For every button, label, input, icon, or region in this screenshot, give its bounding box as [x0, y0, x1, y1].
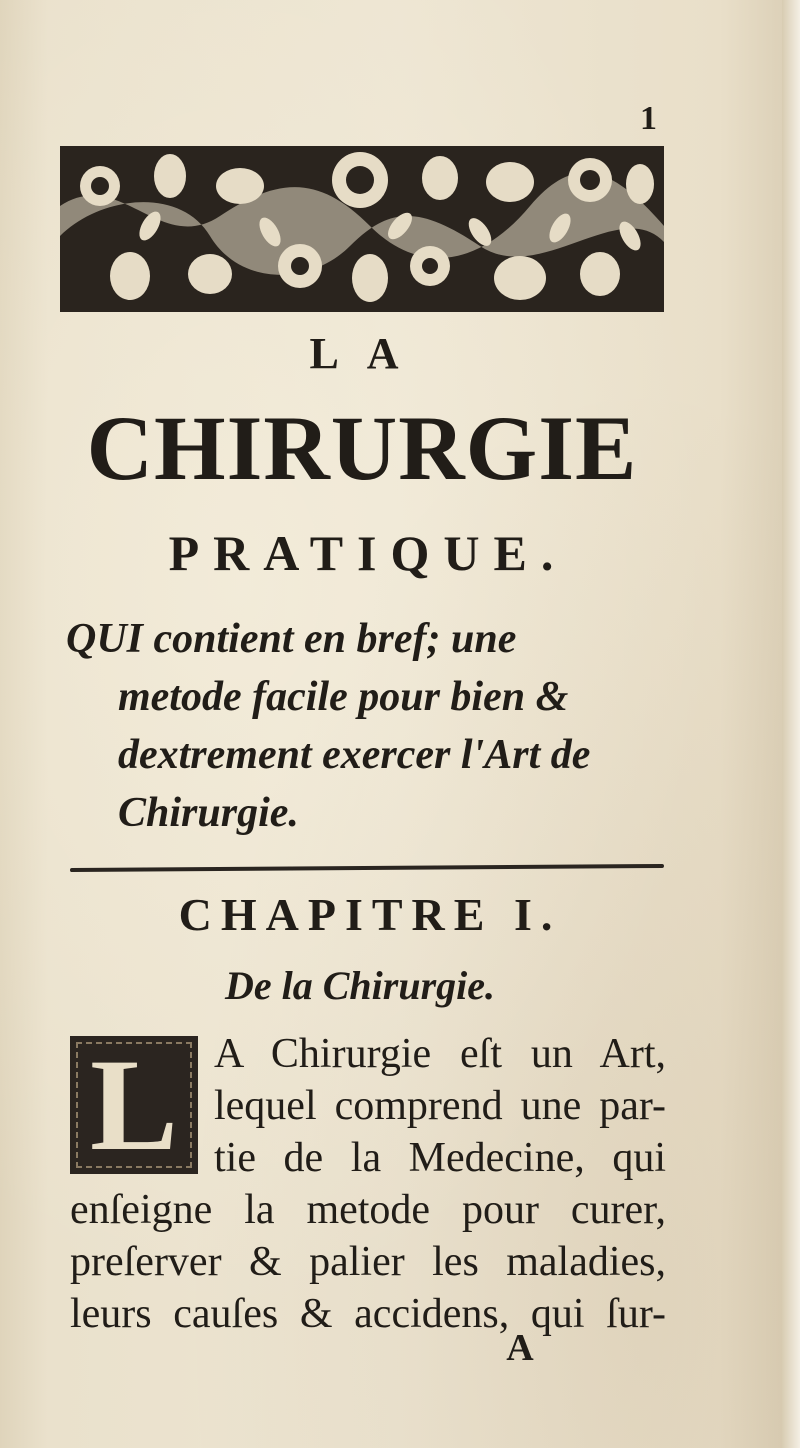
- horizontal-rule: [70, 864, 664, 872]
- floral-headpiece-ornament: [60, 146, 664, 312]
- chapter-heading: CHAPITRE I.: [178, 889, 562, 940]
- body-paragraph-beside-cap: [214, 1028, 666, 1184]
- body-line: A Chirurgie eſt un Art,: [214, 1031, 666, 1077]
- description-line: QUI contient en bref; une: [66, 616, 517, 662]
- description-line: Chirurgie.: [118, 790, 299, 836]
- body-paragraph: [70, 1184, 666, 1340]
- body-line: tie de la Medecine, qui: [214, 1135, 666, 1181]
- drop-cap-letter: L: [89, 1031, 179, 1178]
- chapter-title: De la Chirurgie.: [224, 963, 496, 1008]
- page-edge: [782, 0, 800, 1448]
- body-line: enſeigne la metode pour curer,: [70, 1187, 666, 1233]
- body-line: lequel comprend une par-: [214, 1083, 666, 1129]
- book-subtitle-word: PRATIQUE.: [168, 525, 568, 581]
- description-line: metode facile pour bien &: [118, 674, 569, 720]
- book-title: CHIRURGIE: [86, 397, 638, 499]
- title-article: LA: [309, 329, 427, 378]
- description-line: dextrement exercer l'Art de: [118, 732, 591, 778]
- signature-mark: A: [506, 1327, 534, 1369]
- decorated-drop-cap: [70, 1031, 198, 1178]
- body-line: preſerver & palier les maladies,: [70, 1239, 666, 1285]
- title-description: [66, 610, 666, 842]
- page-number: 1: [640, 100, 657, 137]
- body-line: leurs cauſes & accidens, qui ſur-: [70, 1291, 666, 1337]
